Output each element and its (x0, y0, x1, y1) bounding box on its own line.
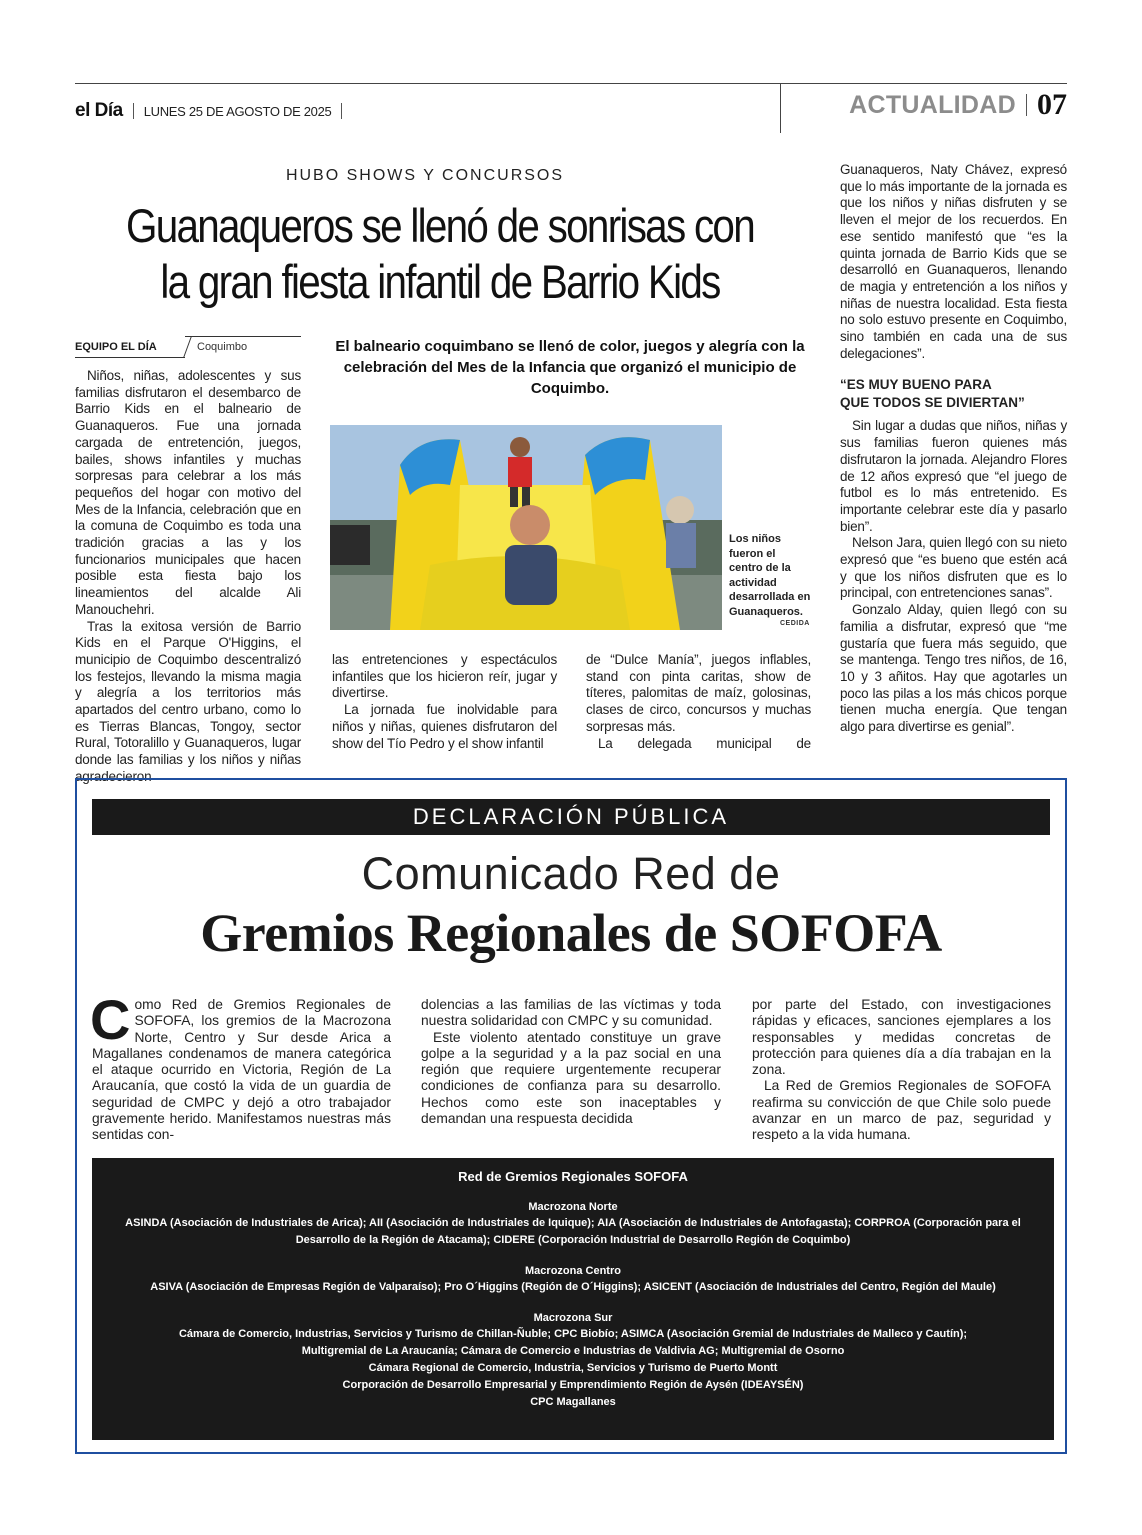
article-column-3 (586, 652, 811, 752)
paragraph: La jornada fue inolvidable para niños y niñas, quienes disfrutaron del show del Tío Pedro y el show infantil (332, 702, 557, 751)
declaration-bar: DECLARACIÓN PÚBLICA (92, 799, 1050, 835)
declaration-title-line-1: Comunicado Red de (361, 848, 781, 899)
masthead (75, 96, 342, 126)
paragraph: Nelson Jara, quien llegó con su nieto expresó que “es bueno que estén acá y que los niños disfruten que es lo principal, con entretenciones sanas”. (840, 535, 1067, 601)
subhead-line: QUE TODOS SE DIVIERTAN” (840, 395, 1025, 411)
byline (75, 336, 301, 358)
section-label-group (849, 88, 1067, 122)
paragraph: Tras la exitosa versión de Barrio Kids en el Parque O'Higgins, el municipio de Coquimbo descentralizó los festejos, llevando la misma magia y alegría a los territorios más apartados del centro urbano, como lo es Tierras Blancas, Tongoy, sector Rural, Totoralillo y Guanaqueros, lugar donde las familias y los niños y niñas agradecieron (75, 618, 301, 784)
byline-rule (75, 357, 185, 358)
declaration-title-line-2: Gremios Regionales de SOFOFA (200, 903, 942, 963)
paragraph: Este violento atentado constituye un grave golpe a la seguridad y a la paz social en una región que requiere urgentemente recuperar condiciones de confianza para su desarrollo. Hechos como este son inaceptables y demandan una respuesta decidida (421, 1029, 721, 1127)
byline-location: Coquimbo (197, 341, 248, 353)
paragraph: Gonzalo Alday, quien llegó con su familia a disfrutar, expresó que “me gustaría que fuera más seguido, que se mantenga. Tengo tres niños, de 16, 10 y 3 añitos. Hay que agotarles un poco las pilas a los más chicos porque tienen mucha energía. Que tengan algo para divertirse es genial”. (840, 602, 1067, 735)
article-headline (113, 198, 767, 310)
article-column-4 (840, 162, 1067, 736)
declaration-column-1 (90, 988, 391, 1144)
divider (341, 103, 342, 119)
zone-name: Macrozona Centro (525, 1265, 621, 1277)
article-subhead (840, 376, 1067, 412)
paragraph: Guanaqueros, Naty Chávez, expresó que lo más importante de la jornada es que los niños y niñas disfruten y se lleven el mejor de los recuerdos. En ese sentido manifestó que “es la quinta jornada de Barrio Kids que se desarrolló en Guanaqueros, llenando de magia y entretención a los niños y niñas de nuestra localidad. Esta fiesta no solo estuvo presente en Coquimbo, sino también en cada una de sus delegaciones”. (840, 162, 1067, 361)
header-rule (75, 83, 1067, 84)
paragraph: Sin lugar a dudas que niños, niñas y sus familias fueron quienes más disfrutaron la jornada. Alejandro Flores de 12 años expresó que “el juego de futbol es lo más entretenido. Es importante celebrar este día y pasarlo bien”. (840, 418, 1067, 534)
zone-name: Macrozona Norte (528, 1201, 618, 1213)
signatories-title: Red de Gremios Regionales SOFOFA (458, 1169, 688, 1184)
headline-line: la gran fiesta infantil de Barrio Kids (160, 255, 720, 308)
paragraph: dolencias a las familias de las víctimas y toda nuestra solidaridad con CMPC y su comunidad. (421, 997, 721, 1029)
declaration-column-3 (752, 997, 1051, 1144)
newspaper-logo: el Día (75, 100, 123, 121)
paragraph: La delegada municipal de (598, 735, 811, 751)
section-name: ACTUALIDAD (849, 90, 1016, 119)
photo-caption: Los niños fueron el centro de la actividad desarrollada en Guanaqueros. (729, 533, 811, 618)
zone-member-line: Cámara Regional de Comercio, Industria, Servicios y Turismo de Puerto Montt (368, 1362, 778, 1374)
zone-member-line: Corporación de Desarrollo Empresarial y Emprendimiento Región de Aysén (IDEAYSÉN) (342, 1379, 804, 1391)
paragraph (90, 988, 391, 1144)
paragraph: Niños, niñas, adolescentes y sus familias disfrutaron el desembarco de Barrio Kids en el balneario de Guanaqueros. Fue una jornada cargada de entretención, juegos, bailes, shows infantiles y muchas sorpresas para celebrar a los más pequeños del hogar con motivo del Mes de la Infancia, celebración que en la comuna de Coquimbo es toda una tradición gracias a las y los funcionarios municipales que hacen posible esta fiesta bajo los lineamientos del alcalde Ali Manouchehri. (75, 368, 301, 617)
zone-name: Macrozona Sur (533, 1312, 613, 1324)
divider (133, 103, 134, 119)
divider (1026, 94, 1027, 116)
header-divider (780, 83, 781, 133)
page-number: 07 (1037, 88, 1067, 121)
paragraph: las entretenciones y espectáculos infantiles que los hicieron reír, jugar y divertirse. (332, 652, 557, 701)
drop-cap: C (90, 988, 131, 1051)
issue-date: LUNES 25 DE AGOSTO DE 2025 (143, 103, 332, 119)
paragraph: La Red de Gremios Regionales de SOFOFA reafirma su convicción de que Chile solo puede avanzar en un marco de paz, seguridad y respeto a la vida humana. (752, 1078, 1051, 1143)
zone-members: ASIVA (Asociación de Empresas Región de Valparaíso); Pro O´Higgins (Región de O´Higgins); ASICENT (Asociación de Industriales del Centro, Región del Maule) (150, 1281, 996, 1293)
byline-rule (185, 336, 301, 337)
article-column-1 (75, 368, 301, 786)
zone-members: ASINDA (Asociación de Industriales de Arica); AII (Asociación de Industriales de Iquique); AIA (Asociación de Industriales de Antofagasta); CORPROA (Corporación para el Desarrollo de la Región de Atacama); CIDERE (Corporación Industrial de Desarrollo Región de Coquimbo) (125, 1217, 1021, 1246)
declaration-column-2 (421, 997, 721, 1127)
zone-member-line: CPC Magallanes (530, 1396, 616, 1408)
inflatable-slide-photo (330, 425, 722, 630)
photo-credit: CEDIDA (780, 620, 810, 627)
zone-member-line: Cámara de Comercio, Industrias, Servicios y Turismo de Chillan-Ñuble; CPC Biobío; ASIMCA (Asociación Gremial de Industriales de Malleco y Cautín); (178, 1328, 968, 1340)
paragraph-text: omo Red de Gremios Regionales de SOFOFA, los gremios de la Macrozona Norte, Centro y Sur desde Arica a Magallanes condenamos de manera categórica el ataque ocurrido en Victoria, Región de La Araucanía, que costó la vida de un guardia de seguridad de CMPC y dejó a otro trabajador gravemente herido. Manifestamos nuestras más sentidas con- (92, 997, 391, 1143)
article-column-2 (332, 652, 557, 752)
headline-line: Guanaqueros se llenó de sonrisas con (126, 199, 754, 252)
zone-member-line: Multigremial de La Araucanía; Cámara de Comercio e Industrias de Valdivia AG; Multigremial de Osorno (301, 1345, 845, 1357)
signatories-box (92, 1158, 1054, 1440)
paragraph: por parte del Estado, con investigaciones rápidas y eficaces, sanciones ejemplares a los responsables y medidas concretas de protección para quienes día a día trabajan en la zona. (752, 997, 1051, 1078)
article-lead: El balneario coquimbano se llenó de color, juegos y alegría con la celebración del Mes de la Infancia que organizó el municipio de Coquimbo. (335, 338, 805, 397)
subhead-line: “ES MUY BUENO PARA (840, 377, 992, 393)
zone-members (92, 1326, 1054, 1411)
article-kicker: HUBO SHOWS Y CONCURSOS (285, 167, 565, 184)
byline-slash (183, 336, 192, 358)
paragraph: de “Dulce Manía”, juegos inflables, stand con pinta caritas, show de títeres, palomitas de maíz, golosinas, clases de circo, concursos y muchas sorpresas más. (586, 652, 811, 734)
article-photo (330, 425, 722, 630)
byline-author: EQUIPO EL DÍA (75, 341, 157, 353)
